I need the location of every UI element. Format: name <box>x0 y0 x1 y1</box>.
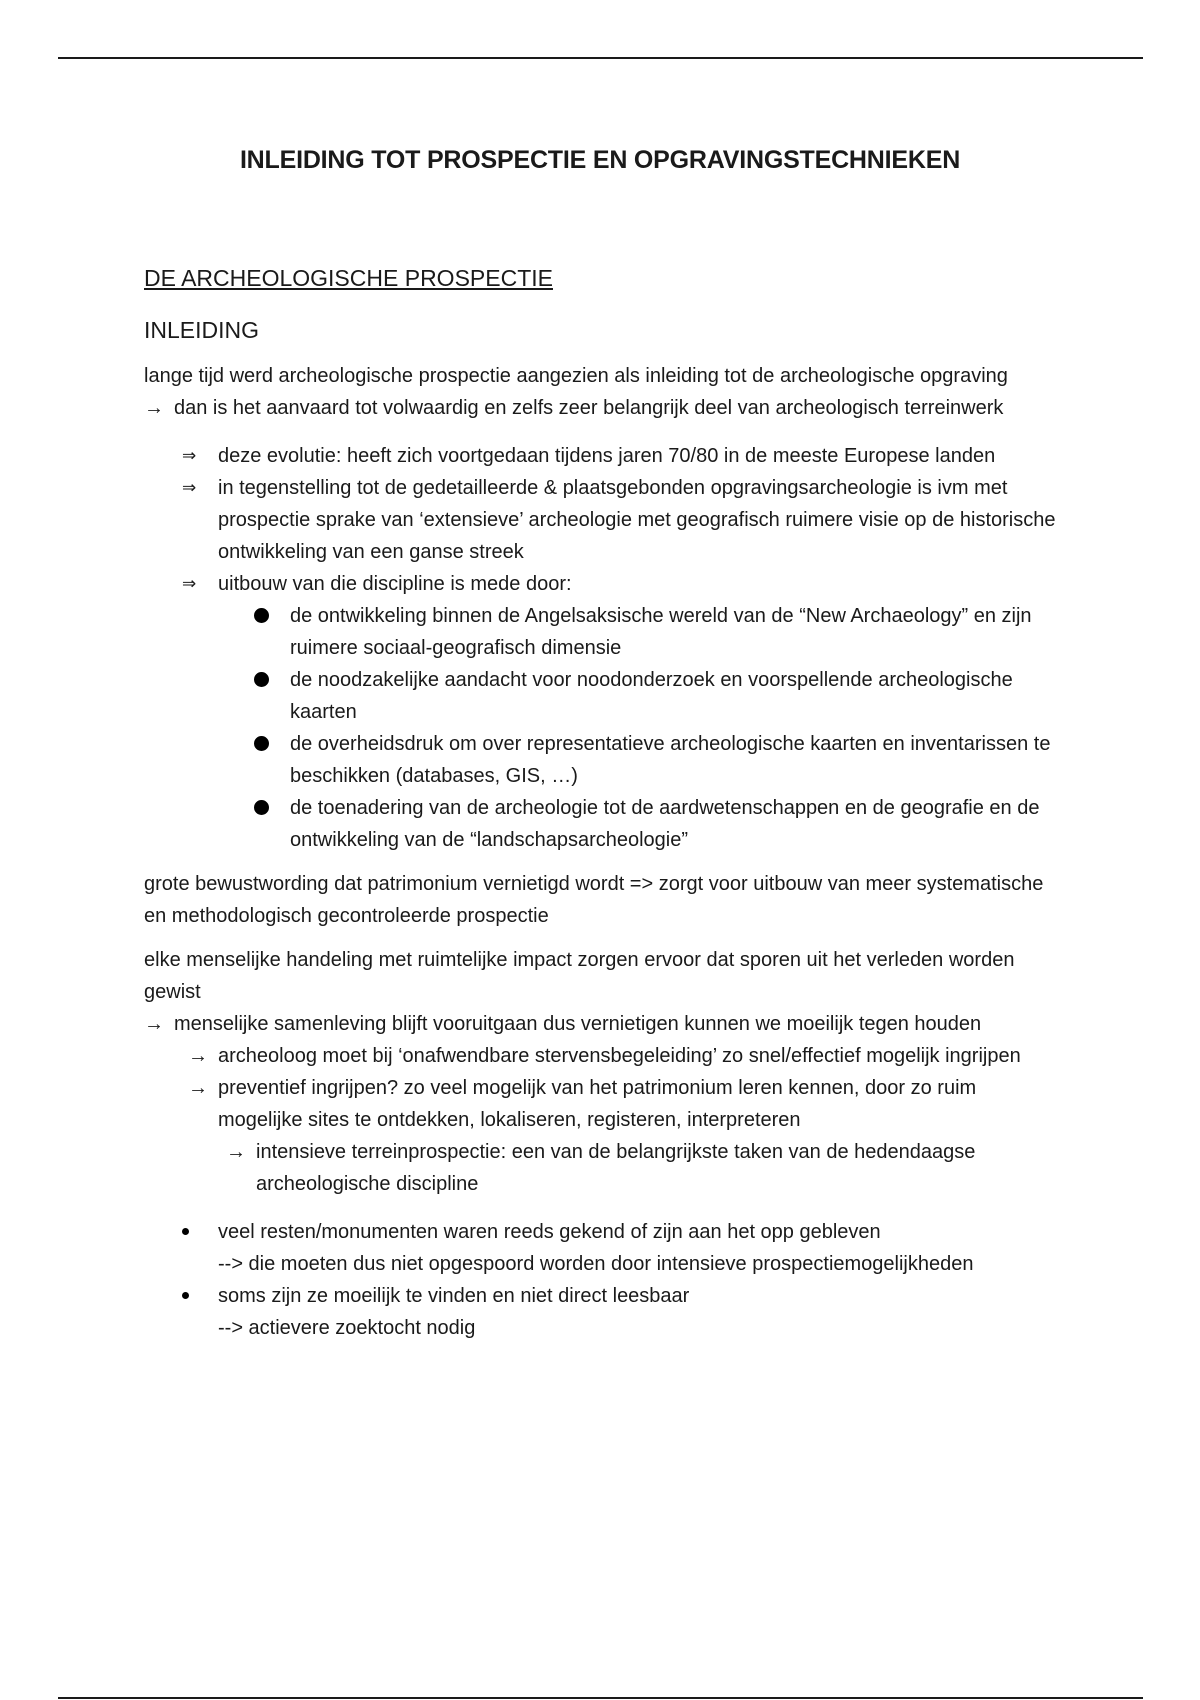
bullet-item-text: veel resten/monumenten waren reeds gekend of zijn aan het opp gebleven <box>218 1221 881 1243</box>
implies-arrow-icon: ⇒ <box>182 446 197 465</box>
bullet-item-text: soms zijn ze moeilijk te vinden en niet direct leesbaar <box>218 1285 690 1307</box>
subsection-title: INLEIDING <box>144 317 260 343</box>
dot-list-item <box>254 728 1064 792</box>
bullet-list-item <box>182 1216 1064 1280</box>
top-rule <box>58 57 1143 59</box>
arrow-item <box>188 1072 1064 1136</box>
arrow-item-text: dan is het aanvaard tot volwaardig en zelfs zeer belangrijk deel van archeologisch terreinwerk <box>174 397 1004 419</box>
document-title: INLEIDING TOT PROSPECTIE EN OPGRAVINGSTECHNIEKEN <box>239 146 961 174</box>
dot-list-item <box>254 792 1064 856</box>
arrow-icon: → <box>188 1045 208 1067</box>
section-title: DE ARCHEOLOGISCHE PROSPECTIE <box>144 265 553 291</box>
dot-list-item-text: de ontwikkeling binnen de Angelsaksische wereld van de “New Archaeology” en zijn ruimere sociaal-geografisch dimensie <box>290 605 1032 659</box>
arrow-item-text: archeoloog moet bij ‘onafwendbare stervensbegeleiding’ zo snel/effectief mogelijk ingrijpen <box>218 1045 1021 1067</box>
dot-list-item-text: de noodzakelijke aandacht voor noodonderzoek en voorspellende archeologische kaarten <box>290 669 1013 723</box>
paragraph-awareness: grote bewustwording dat patrimonium vernietigd wordt => zorgt voor uitbouw van meer systematische en methodologisch gecontroleerde prospectie <box>144 873 1044 927</box>
implies-item-text: in tegenstelling tot de gedetailleerde & plaatsgebonden opgravingsarcheologie is ivm met prospectie sprake van ‘extensieve’ archeologie met geografisch ruimere visie op de historische ontwikkeling van een ganse streek <box>218 477 1056 563</box>
implies-item-text: deze evolutie: heeft zich voortgedaan tijdens jaren 70/80 in de meeste Europese landen <box>218 445 996 467</box>
implies-arrow-icon: ⇒ <box>182 478 197 497</box>
arrow-icon: → <box>226 1141 246 1163</box>
bullet-dot-icon <box>254 608 269 623</box>
arrow-icon: → <box>144 1013 164 1035</box>
dot-list-item-text: de toenadering van de archeologie tot de aardwetenschappen en de geografie en de ontwikkeling van de “landschapsarcheologie” <box>290 797 1040 851</box>
dot-list-item <box>254 600 1064 664</box>
paragraph-intro: lange tijd werd archeologische prospectie aangezien als inleiding tot de archeologische opgraving <box>144 365 1008 387</box>
implies-item <box>182 440 1064 472</box>
implies-arrow-icon: ⇒ <box>182 574 197 593</box>
implies-item <box>182 472 1064 568</box>
arrow-item <box>144 392 1064 424</box>
arrow-icon: → <box>144 397 164 419</box>
bullet-item-followup: --> die moeten dus niet opgespoord worden door intensieve prospectiemogelijkheden <box>218 1253 974 1275</box>
bullet-item-followup: --> actievere zoektocht nodig <box>218 1317 476 1339</box>
arrow-item-text: menselijke samenleving blijft vooruitgaan dus vernietigen kunnen we moeilijk tegen houden <box>174 1013 982 1035</box>
arrow-item <box>144 1008 1064 1040</box>
arrow-item-text: preventief ingrijpen? zo veel mogelijk van het patrimonium leren kennen, door zo ruim mogelijke sites te ontdekken, lokaliseren, registeren, interpreteren <box>218 1077 977 1131</box>
bullet-dot-icon <box>254 736 269 751</box>
implies-item <box>182 568 1064 600</box>
bullet-list-item <box>182 1280 1064 1344</box>
bottom-rule <box>58 1697 1143 1699</box>
arrow-item-text: intensieve terreinprospectie: een van de belangrijkste taken van de hedendaagse archeologische discipline <box>256 1141 976 1195</box>
arrow-icon: → <box>188 1077 208 1099</box>
paragraph-impact: elke menselijke handeling met ruimtelijke impact zorgen ervoor dat sporen uit het verleden worden gewist <box>144 949 1015 1003</box>
bullet-dot-icon <box>254 800 269 815</box>
dot-list-item-text: de overheidsdruk om over representatieve archeologische kaarten en inventarissen te beschikken (databases, GIS, …) <box>290 733 1051 787</box>
bullet-icon <box>182 1292 189 1299</box>
bullet-icon <box>182 1228 189 1235</box>
bullet-dot-icon <box>254 672 269 687</box>
arrow-item <box>226 1136 1064 1200</box>
implies-item-text: uitbouw van die discipline is mede door: <box>218 573 572 595</box>
document-body <box>144 262 1064 1344</box>
dot-list-item <box>254 664 1064 728</box>
arrow-item <box>188 1040 1064 1072</box>
